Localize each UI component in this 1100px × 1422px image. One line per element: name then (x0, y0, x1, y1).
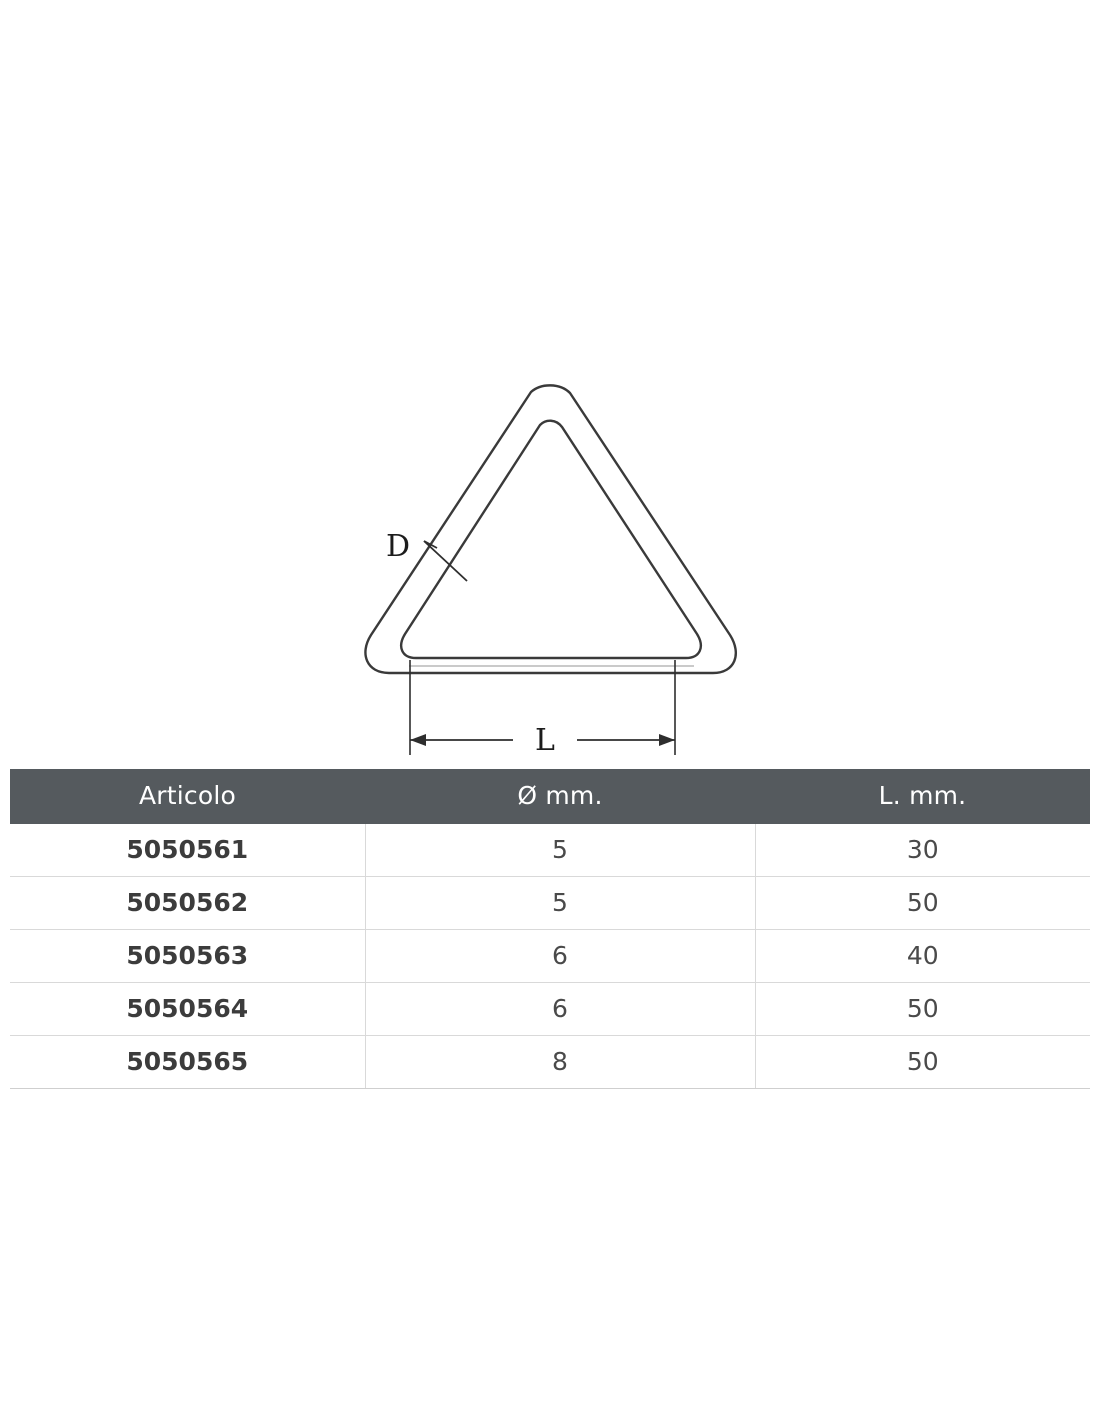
cell-diameter: 8 (365, 1036, 755, 1089)
cell-diameter: 5 (365, 824, 755, 877)
column-header-length: L. mm. (755, 769, 1090, 824)
table-row (10, 930, 1090, 983)
l-arrow-left (410, 734, 426, 746)
cell-diameter: 6 (365, 983, 755, 1036)
specifications-table (10, 769, 1090, 1089)
table-row (10, 824, 1090, 877)
ring-outer-outline (365, 385, 735, 673)
column-header-diameter: Ø mm. (365, 769, 755, 824)
cell-article: 5050563 (10, 930, 365, 983)
l-arrow-right (659, 734, 675, 746)
diameter-label: D (386, 529, 411, 564)
table-row (10, 1036, 1090, 1089)
table-header-row (10, 769, 1090, 824)
ring-inner-outline (401, 421, 701, 658)
cell-article: 5050562 (10, 877, 365, 930)
cell-length: 50 (755, 1036, 1090, 1089)
length-label: L (535, 723, 555, 758)
table-row (10, 983, 1090, 1036)
cell-article: 5050564 (10, 983, 365, 1036)
cell-length: 30 (755, 824, 1090, 877)
column-header-article: Articolo (10, 769, 365, 824)
cell-length: 50 (755, 877, 1090, 930)
cell-article: 5050565 (10, 1036, 365, 1089)
cell-length: 40 (755, 930, 1090, 983)
cell-diameter: 6 (365, 930, 755, 983)
cell-article: 5050561 (10, 824, 365, 877)
cell-diameter: 5 (365, 877, 755, 930)
table-row (10, 877, 1090, 930)
cell-length: 50 (755, 983, 1090, 1036)
